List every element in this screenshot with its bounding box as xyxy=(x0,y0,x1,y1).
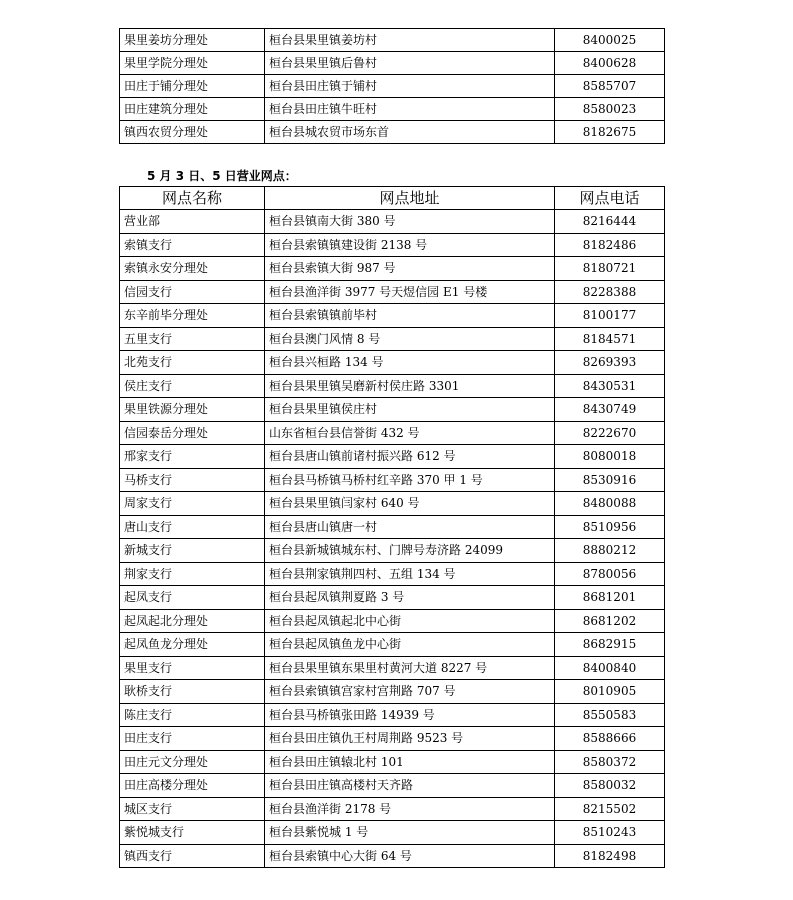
branch-name-cell: 起凤鱼龙分理处 xyxy=(120,633,265,657)
branch-address-cell: 桓台县唐山镇前诸村振兴路 612 号 xyxy=(265,445,555,469)
branch-name-cell: 田庄于铺分理处 xyxy=(120,75,265,98)
branch-phone-cell: 8682915 xyxy=(555,633,665,657)
branch-address-cell: 桓台县田庄镇于铺村 xyxy=(265,75,555,98)
branch-phone-cell: 8510956 xyxy=(555,515,665,539)
branch-name-cell: 荆家支行 xyxy=(120,562,265,586)
branch-phone-cell: 8100177 xyxy=(555,304,665,328)
branch-address-cell: 桓台县紫悦城 1 号 xyxy=(265,821,555,845)
branch-name-cell: 新城支行 xyxy=(120,539,265,563)
branch-phone-cell: 8510243 xyxy=(555,821,665,845)
branch-address-cell: 桓台县索镇镇宫家村宫荆路 707 号 xyxy=(265,680,555,704)
table-row xyxy=(120,539,665,563)
top-table-body xyxy=(120,29,665,144)
branch-phone-cell: 8010905 xyxy=(555,680,665,704)
branch-phone-cell: 8215502 xyxy=(555,797,665,821)
branch-address-cell: 桓台县唐山镇唐一村 xyxy=(265,515,555,539)
branch-name-cell: 田庄支行 xyxy=(120,727,265,751)
table-row xyxy=(120,633,665,657)
table-header-row xyxy=(120,187,665,210)
table-row xyxy=(120,468,665,492)
table-row xyxy=(120,656,665,680)
branch-phone-cell: 8182486 xyxy=(555,233,665,257)
branch-address-cell: 桓台县马桥镇张田路 14939 号 xyxy=(265,703,555,727)
branch-address-cell: 桓台县索镇大街 987 号 xyxy=(265,257,555,281)
branch-name-cell: 唐山支行 xyxy=(120,515,265,539)
branch-address-cell: 桓台县田庄镇高楼村天齐路 xyxy=(265,774,555,798)
branch-address-cell: 桓台县镇南大街 380 号 xyxy=(265,210,555,234)
table-row xyxy=(120,121,665,144)
branch-name-cell: 马桥支行 xyxy=(120,468,265,492)
branch-address-cell: 桓台县果里镇吴磨新村侯庄路 3301 xyxy=(265,374,555,398)
branch-phone-cell: 8580023 xyxy=(555,98,665,121)
section-title: 5 月 3 日、5 日营业网点： xyxy=(147,169,297,183)
table-row xyxy=(120,280,665,304)
branch-name-cell: 侯庄支行 xyxy=(120,374,265,398)
table-row xyxy=(120,351,665,375)
table-row xyxy=(120,210,665,234)
branch-phone-cell: 8681202 xyxy=(555,609,665,633)
header-phone: 网点电话 xyxy=(555,187,665,210)
branch-address-cell: 桓台县田庄镇牛旺村 xyxy=(265,98,555,121)
branch-name-cell: 田庄建筑分理处 xyxy=(120,98,265,121)
branch-phone-cell: 8430531 xyxy=(555,374,665,398)
branch-name-cell: 信园支行 xyxy=(120,280,265,304)
table-row xyxy=(120,703,665,727)
branch-phone-cell: 8530916 xyxy=(555,468,665,492)
branch-address-cell: 山东省桓台县信誉街 432 号 xyxy=(265,421,555,445)
branch-address-cell: 桓台县起凤镇起北中心街 xyxy=(265,609,555,633)
header-address: 网点地址 xyxy=(265,187,555,210)
branch-name-cell: 镇西支行 xyxy=(120,844,265,868)
branch-address-cell: 桓台县果里镇侯庄村 xyxy=(265,398,555,422)
branch-address-cell: 桓台县渔洋街 3977 号天煜信园 E1 号楼 xyxy=(265,280,555,304)
table-row xyxy=(120,609,665,633)
branch-name-cell: 东辛前毕分理处 xyxy=(120,304,265,328)
branch-name-cell: 索镇支行 xyxy=(120,233,265,257)
branch-name-cell: 邢家支行 xyxy=(120,445,265,469)
main-table-body xyxy=(120,187,665,868)
table-row xyxy=(120,821,665,845)
branch-phone-cell: 8681201 xyxy=(555,586,665,610)
table-row xyxy=(120,797,665,821)
branch-name-cell: 田庄高楼分理处 xyxy=(120,774,265,798)
branch-name-cell: 城区支行 xyxy=(120,797,265,821)
branch-phone-cell: 8780056 xyxy=(555,562,665,586)
branch-name-cell: 田庄元文分理处 xyxy=(120,750,265,774)
branch-name-cell: 果里铁源分理处 xyxy=(120,398,265,422)
branch-address-cell: 桓台县渔洋街 2178 号 xyxy=(265,797,555,821)
branch-phone-cell: 8216444 xyxy=(555,210,665,234)
branch-phone-cell: 8228388 xyxy=(555,280,665,304)
branch-address-cell: 桓台县兴桓路 134 号 xyxy=(265,351,555,375)
table-row xyxy=(120,492,665,516)
branch-address-cell: 桓台县荆家镇荆四村、五组 134 号 xyxy=(265,562,555,586)
table-row xyxy=(120,257,665,281)
branch-address-cell: 桓台县田庄镇仇王村周荆路 9523 号 xyxy=(265,727,555,751)
branch-name-cell: 陈庄支行 xyxy=(120,703,265,727)
table-row xyxy=(120,727,665,751)
table-row xyxy=(120,515,665,539)
branch-phone-cell: 8400840 xyxy=(555,656,665,680)
branch-address-cell: 桓台县马桥镇马桥村红辛路 370 甲 1 号 xyxy=(265,468,555,492)
table-row xyxy=(120,421,665,445)
table-row xyxy=(120,844,665,868)
branch-address-cell: 桓台县索镇中心大街 64 号 xyxy=(265,844,555,868)
branch-name-cell: 耿桥支行 xyxy=(120,680,265,704)
branch-name-cell: 镇西农贸分理处 xyxy=(120,121,265,144)
branch-name-cell: 起凤支行 xyxy=(120,586,265,610)
branch-phone-cell: 8400628 xyxy=(555,52,665,75)
branch-name-cell: 营业部 xyxy=(120,210,265,234)
branch-phone-cell: 8550583 xyxy=(555,703,665,727)
branch-name-cell: 北苑支行 xyxy=(120,351,265,375)
branch-address-cell: 桓台县果里镇后鲁村 xyxy=(265,52,555,75)
branch-phone-cell: 8480088 xyxy=(555,492,665,516)
table-row xyxy=(120,374,665,398)
branch-name-cell: 紫悦城支行 xyxy=(120,821,265,845)
branch-name-cell: 果里姜坊分理处 xyxy=(120,29,265,52)
table-row xyxy=(120,774,665,798)
table-row xyxy=(120,98,665,121)
branch-address-cell: 桓台县果里镇东果里村黄河大道 8227 号 xyxy=(265,656,555,680)
branch-name-cell: 起凤起北分理处 xyxy=(120,609,265,633)
branch-phone-cell: 8180721 xyxy=(555,257,665,281)
branch-address-cell: 桓台县索镇镇建设街 2138 号 xyxy=(265,233,555,257)
branch-address-cell: 桓台县索镇镇前毕村 xyxy=(265,304,555,328)
branch-address-cell: 桓台县起凤镇鱼龙中心街 xyxy=(265,633,555,657)
branch-phone-cell: 8182498 xyxy=(555,844,665,868)
branch-address-cell: 桓台县田庄镇辕北村 101 xyxy=(265,750,555,774)
table-row xyxy=(120,586,665,610)
table-row xyxy=(120,562,665,586)
table-row xyxy=(120,680,665,704)
branch-address-cell: 桓台县起凤镇荆夏路 3 号 xyxy=(265,586,555,610)
branch-name-cell: 周家支行 xyxy=(120,492,265,516)
main-branch-table xyxy=(119,186,665,868)
branch-phone-cell: 8880212 xyxy=(555,539,665,563)
branch-phone-cell: 8182675 xyxy=(555,121,665,144)
branch-phone-cell: 8400025 xyxy=(555,29,665,52)
branch-phone-cell: 8430749 xyxy=(555,398,665,422)
table-row xyxy=(120,398,665,422)
branch-address-cell: 桓台县新城镇城东村、门牌号寿济路 24099 xyxy=(265,539,555,563)
table-row xyxy=(120,327,665,351)
branch-name-cell: 五里支行 xyxy=(120,327,265,351)
table-row xyxy=(120,304,665,328)
table-row xyxy=(120,75,665,98)
branch-address-cell: 桓台县城农贸市场东首 xyxy=(265,121,555,144)
branch-address-cell: 桓台县澳门风情 8 号 xyxy=(265,327,555,351)
branch-phone-cell: 8269393 xyxy=(555,351,665,375)
top-branch-table xyxy=(119,28,665,144)
branch-address-cell: 桓台县果里镇姜坊村 xyxy=(265,29,555,52)
branch-name-cell: 果里学院分理处 xyxy=(120,52,265,75)
branch-phone-cell: 8222670 xyxy=(555,421,665,445)
branch-name-cell: 信园泰岳分理处 xyxy=(120,421,265,445)
branch-phone-cell: 8580372 xyxy=(555,750,665,774)
header-name: 网点名称 xyxy=(120,187,265,210)
branch-phone-cell: 8585707 xyxy=(555,75,665,98)
table-row xyxy=(120,233,665,257)
branch-phone-cell: 8588666 xyxy=(555,727,665,751)
table-row xyxy=(120,445,665,469)
table-row xyxy=(120,750,665,774)
branch-name-cell: 索镇永安分理处 xyxy=(120,257,265,281)
branch-phone-cell: 8184571 xyxy=(555,327,665,351)
table-row xyxy=(120,52,665,75)
branch-phone-cell: 8080018 xyxy=(555,445,665,469)
table-row xyxy=(120,29,665,52)
branch-name-cell: 果里支行 xyxy=(120,656,265,680)
branch-phone-cell: 8580032 xyxy=(555,774,665,798)
branch-address-cell: 桓台县果里镇闫家村 640 号 xyxy=(265,492,555,516)
